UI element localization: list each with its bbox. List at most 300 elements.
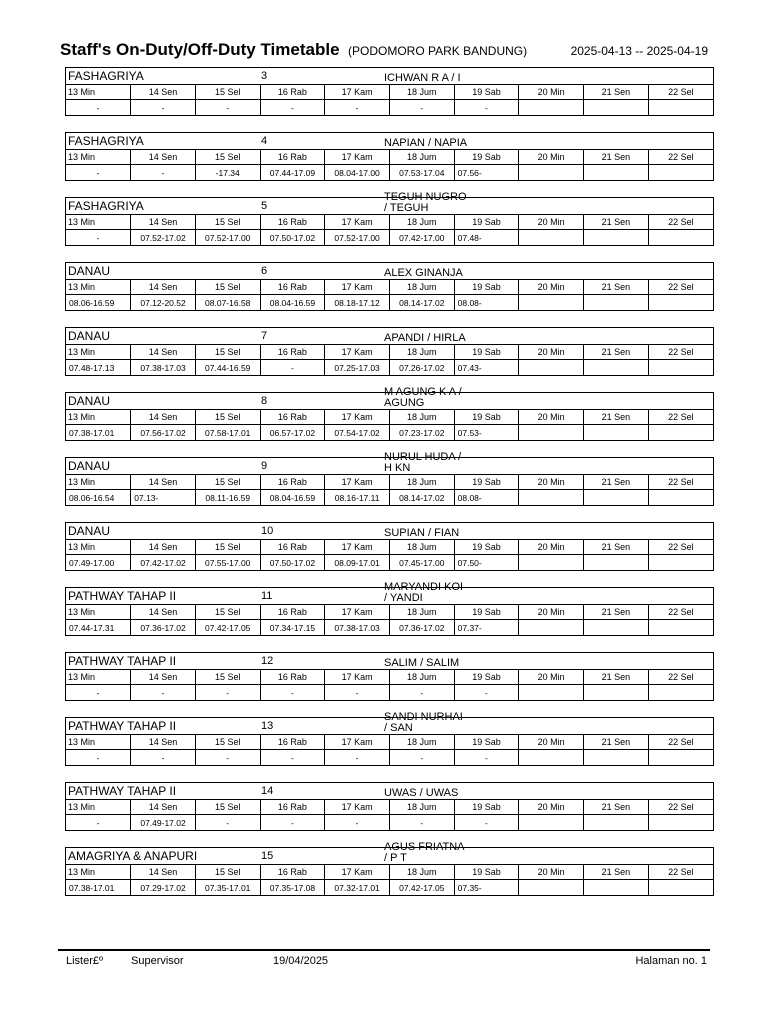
- time-cell: 07.42-17.05: [195, 620, 260, 636]
- staff-name-text: ALEX GINANJA: [384, 267, 463, 279]
- footer-date: 19/04/2025: [273, 955, 329, 967]
- staff-block: [65, 522, 714, 571]
- day-header-cell: 20 Min: [519, 735, 584, 750]
- schedule-table: [66, 540, 713, 570]
- time-cell: -: [195, 685, 260, 701]
- day-header-cell: 20 Min: [519, 475, 584, 490]
- page-title: Staff's On-Duty/Off-Duty Timetable: [60, 40, 340, 59]
- time-cell: -: [260, 815, 325, 831]
- staff-number: 15: [261, 850, 274, 862]
- time-cell: -: [389, 100, 454, 116]
- time-cell: 08.06-16.54: [66, 490, 131, 506]
- staff-block: [65, 581, 714, 636]
- time-cell: [519, 815, 584, 831]
- day-header-cell: 18 Jum: [389, 280, 454, 295]
- time-cell: [584, 100, 649, 116]
- time-cell: 08.04-17.00: [325, 165, 390, 181]
- day-header-cell: 20 Min: [519, 670, 584, 685]
- day-header-cell: 14 Sen: [131, 410, 196, 425]
- time-cell: -: [195, 815, 260, 831]
- day-header-cell: 15 Sel: [195, 865, 260, 880]
- staff-name: [384, 517, 468, 539]
- time-cell: [519, 685, 584, 701]
- time-cell: [519, 555, 584, 571]
- staff-name: [384, 192, 468, 214]
- day-header-cell: 15 Sel: [195, 215, 260, 230]
- day-header-cell: 22 Sel: [648, 670, 713, 685]
- day-header-cell: 20 Min: [519, 540, 584, 555]
- time-cell: -: [66, 750, 131, 766]
- time-cell: [519, 490, 584, 506]
- time-row: [66, 815, 713, 831]
- time-cell: 07.50-17.02: [260, 230, 325, 246]
- staff-name-text: AGUS FRIATNA / P T: [384, 841, 464, 864]
- day-header-cell: 17 Kam: [325, 605, 390, 620]
- day-header-cell: 14 Sen: [131, 150, 196, 165]
- staff-name-text: APANDI / HIRLA: [384, 332, 466, 344]
- staff-block-header: [66, 523, 713, 540]
- time-cell: 07.56-17.02: [131, 425, 196, 441]
- time-cell: [648, 555, 713, 571]
- day-header-cell: 15 Sel: [195, 410, 260, 425]
- day-header-cell: 21 Sen: [584, 800, 649, 815]
- schedule-table: [66, 410, 713, 440]
- time-cell: 07.35-: [454, 880, 519, 896]
- staff-block-header: [66, 581, 713, 605]
- day-header-cell: 21 Sen: [584, 345, 649, 360]
- time-cell: -: [131, 165, 196, 181]
- day-header-cell: 18 Jum: [389, 215, 454, 230]
- staff-name: [384, 712, 468, 734]
- day-header-cell: 19 Sab: [454, 345, 519, 360]
- time-cell: 06.57-17.02: [260, 425, 325, 441]
- staff-block: [65, 67, 714, 116]
- staff-number: 10: [261, 525, 274, 537]
- time-cell: [519, 360, 584, 376]
- time-cell: -: [131, 750, 196, 766]
- area-name: FASHAGRIYA: [68, 69, 144, 83]
- time-cell: -: [325, 750, 390, 766]
- time-cell: 07.42-17.00: [389, 230, 454, 246]
- time-cell: 07.38-17.01: [66, 880, 131, 896]
- time-cell: [519, 750, 584, 766]
- time-cell: -: [325, 815, 390, 831]
- day-header-cell: 14 Sen: [131, 735, 196, 750]
- day-header-cell: 14 Sen: [131, 85, 196, 100]
- time-cell: [648, 815, 713, 831]
- time-cell: 08.14-17.02: [389, 490, 454, 506]
- day-header-cell: 21 Sen: [584, 865, 649, 880]
- time-cell: -: [325, 685, 390, 701]
- day-header-cell: 16 Rab: [260, 605, 325, 620]
- staff-block-header: [66, 451, 713, 475]
- day-header-cell: 16 Rab: [260, 410, 325, 425]
- day-header-cell: 19 Sab: [454, 540, 519, 555]
- day-header-cell: 15 Sel: [195, 280, 260, 295]
- day-header-cell: 21 Sen: [584, 280, 649, 295]
- day-header-cell: 21 Sen: [584, 540, 649, 555]
- location-label: (PODOMORO PARK BANDUNG): [348, 44, 528, 58]
- day-header-row: [66, 85, 713, 100]
- time-cell: [584, 880, 649, 896]
- time-cell: 07.55-17.00: [195, 555, 260, 571]
- day-header-cell: 18 Jum: [389, 540, 454, 555]
- staff-name: [384, 582, 468, 604]
- day-header-cell: 13 Min: [66, 865, 131, 880]
- time-cell: 08.11-16.59: [195, 490, 260, 506]
- time-cell: 07.50-17.02: [260, 555, 325, 571]
- day-header-cell: 16 Rab: [260, 150, 325, 165]
- footer-lister: Lister£º: [66, 955, 104, 967]
- day-header-row: [66, 670, 713, 685]
- staff-block: [65, 652, 714, 701]
- day-header-cell: 22 Sel: [648, 150, 713, 165]
- time-cell: 07.43-: [454, 360, 519, 376]
- time-cell: 07.25-17.03: [325, 360, 390, 376]
- day-header-cell: 18 Jum: [389, 345, 454, 360]
- staff-number: 7: [261, 330, 268, 342]
- time-cell: [584, 750, 649, 766]
- staff-name: [384, 322, 468, 344]
- time-cell: -: [454, 685, 519, 701]
- day-header-cell: 14 Sen: [131, 670, 196, 685]
- time-cell: [584, 425, 649, 441]
- staff-number: 5: [261, 200, 268, 212]
- staff-block: [65, 386, 714, 441]
- day-header-cell: 20 Min: [519, 605, 584, 620]
- time-cell: [648, 425, 713, 441]
- time-cell: 07.38-17.03: [325, 620, 390, 636]
- time-cell: [584, 295, 649, 311]
- day-header-cell: 17 Kam: [325, 865, 390, 880]
- time-cell: 07.35-17.08: [260, 880, 325, 896]
- day-header-cell: 19 Sab: [454, 735, 519, 750]
- staff-number: 6: [261, 265, 268, 277]
- time-cell: [648, 880, 713, 896]
- day-header-cell: 15 Sel: [195, 475, 260, 490]
- time-cell: 07.52-17.02: [131, 230, 196, 246]
- footer-role: Supervisor: [131, 955, 184, 967]
- time-cell: 08.04-16.59: [260, 490, 325, 506]
- schedule-table: [66, 345, 713, 375]
- day-header-cell: 13 Min: [66, 345, 131, 360]
- day-header-cell: 16 Rab: [260, 280, 325, 295]
- schedule-table: [66, 865, 713, 895]
- day-header-row: [66, 800, 713, 815]
- day-header-cell: 18 Jum: [389, 670, 454, 685]
- staff-name-text: NURUL HUDA / H KN: [384, 451, 462, 474]
- time-cell: -: [389, 685, 454, 701]
- time-cell: 07.48-17.13: [66, 360, 131, 376]
- day-header-cell: 20 Min: [519, 280, 584, 295]
- time-cell: [584, 620, 649, 636]
- time-cell: 07.23-17.02: [389, 425, 454, 441]
- time-cell: 07.38-17.03: [131, 360, 196, 376]
- day-header-cell: 20 Min: [519, 800, 584, 815]
- day-header-cell: 13 Min: [66, 150, 131, 165]
- time-cell: [584, 555, 649, 571]
- staff-block-header: [66, 328, 713, 345]
- staff-name: [384, 452, 468, 474]
- time-cell: [519, 100, 584, 116]
- time-cell: -: [454, 100, 519, 116]
- time-row: [66, 555, 713, 571]
- day-header-cell: 13 Min: [66, 605, 131, 620]
- time-cell: -: [66, 165, 131, 181]
- day-header-cell: 18 Jum: [389, 85, 454, 100]
- staff-name: [384, 62, 468, 84]
- day-header-cell: 22 Sel: [648, 800, 713, 815]
- time-cell: 08.07-16.58: [195, 295, 260, 311]
- staff-block-header: [66, 841, 713, 865]
- time-cell: -: [131, 685, 196, 701]
- time-cell: -: [389, 815, 454, 831]
- staff-block: [65, 262, 714, 311]
- day-header-cell: 17 Kam: [325, 800, 390, 815]
- time-cell: -17.34: [195, 165, 260, 181]
- day-header-cell: 16 Rab: [260, 670, 325, 685]
- day-header-cell: 16 Rab: [260, 540, 325, 555]
- staff-block: [65, 191, 714, 246]
- time-cell: 07.32-17.01: [325, 880, 390, 896]
- staff-name-text: TEGUH NUGRO / TEGUH: [384, 191, 467, 214]
- time-row: [66, 230, 713, 246]
- day-header-cell: 19 Sab: [454, 605, 519, 620]
- staff-block-header: [66, 653, 713, 670]
- date-range: 2025-04-13 -- 2025-04-19: [570, 44, 708, 58]
- day-header-cell: 20 Min: [519, 85, 584, 100]
- time-row: [66, 685, 713, 701]
- time-cell: 08.18-17.12: [325, 295, 390, 311]
- time-cell: 08.16-17.11: [325, 490, 390, 506]
- day-header-cell: 15 Sel: [195, 85, 260, 100]
- day-header-row: [66, 150, 713, 165]
- day-header-cell: 17 Kam: [325, 215, 390, 230]
- staff-block-header: [66, 711, 713, 735]
- time-cell: -: [66, 685, 131, 701]
- time-cell: -: [131, 100, 196, 116]
- day-header-cell: 22 Sel: [648, 735, 713, 750]
- day-header-cell: 18 Jum: [389, 410, 454, 425]
- area-name: DANAU: [68, 394, 111, 408]
- time-row: [66, 750, 713, 766]
- day-header-cell: 16 Rab: [260, 475, 325, 490]
- day-header-cell: 15 Sel: [195, 605, 260, 620]
- day-header-cell: 22 Sel: [648, 410, 713, 425]
- time-cell: -: [66, 230, 131, 246]
- schedule-table: [66, 800, 713, 830]
- time-cell: -: [454, 815, 519, 831]
- day-header-cell: 19 Sab: [454, 800, 519, 815]
- time-cell: 07.52-17.00: [325, 230, 390, 246]
- time-cell: 07.12-20.52: [131, 295, 196, 311]
- day-header-cell: 17 Kam: [325, 85, 390, 100]
- area-name: PATHWAY TAHAP II: [68, 654, 177, 668]
- staff-name-text: NAPIAN / NAPIA: [384, 137, 468, 149]
- time-cell: 07.35-17.01: [195, 880, 260, 896]
- day-header-cell: 15 Sel: [195, 670, 260, 685]
- time-cell: [519, 425, 584, 441]
- day-header-cell: 16 Rab: [260, 85, 325, 100]
- day-header-cell: 17 Kam: [325, 280, 390, 295]
- staff-number: 14: [261, 785, 274, 797]
- time-cell: 07.38-17.01: [66, 425, 131, 441]
- time-cell: [648, 230, 713, 246]
- time-cell: 08.14-17.02: [389, 295, 454, 311]
- staff-name: [384, 257, 468, 279]
- day-header-cell: 19 Sab: [454, 410, 519, 425]
- time-cell: 07.58-17.01: [195, 425, 260, 441]
- time-row: [66, 360, 713, 376]
- day-header-cell: 18 Jum: [389, 475, 454, 490]
- area-name: DANAU: [68, 264, 111, 278]
- day-header-cell: 17 Kam: [325, 540, 390, 555]
- day-header-cell: 15 Sel: [195, 150, 260, 165]
- staff-block: [65, 782, 714, 831]
- time-cell: 07.53-17.04: [389, 165, 454, 181]
- time-cell: 08.08-: [454, 490, 519, 506]
- day-header-cell: 21 Sen: [584, 410, 649, 425]
- staff-block: [65, 841, 714, 896]
- day-header-cell: 19 Sab: [454, 215, 519, 230]
- time-row: [66, 295, 713, 311]
- time-cell: 07.44-17.09: [260, 165, 325, 181]
- schedule-table: [66, 605, 713, 635]
- staff-name-text: SALIM / SALIM: [384, 657, 460, 669]
- day-header-cell: 22 Sel: [648, 865, 713, 880]
- time-cell: [519, 165, 584, 181]
- area-name: PATHWAY TAHAP II: [68, 589, 177, 603]
- time-cell: [648, 100, 713, 116]
- footer-divider: [58, 949, 710, 951]
- time-cell: -: [195, 100, 260, 116]
- time-cell: [584, 815, 649, 831]
- day-header-cell: 20 Min: [519, 865, 584, 880]
- day-header-cell: 13 Min: [66, 670, 131, 685]
- time-cell: 07.26-17.02: [389, 360, 454, 376]
- day-header-cell: 21 Sen: [584, 735, 649, 750]
- staff-name: [384, 842, 468, 864]
- schedule-table: [66, 85, 713, 115]
- day-header-cell: 22 Sel: [648, 85, 713, 100]
- time-cell: [648, 620, 713, 636]
- area-name: PATHWAY TAHAP II: [68, 784, 177, 798]
- staff-number: 4: [261, 135, 268, 147]
- day-header-cell: 17 Kam: [325, 735, 390, 750]
- day-header-cell: 16 Rab: [260, 800, 325, 815]
- day-header-cell: 21 Sen: [584, 150, 649, 165]
- time-cell: [584, 165, 649, 181]
- time-cell: 07.42-17.05: [389, 880, 454, 896]
- time-row: [66, 880, 713, 896]
- day-header-cell: 14 Sen: [131, 605, 196, 620]
- time-cell: 07.53-: [454, 425, 519, 441]
- day-header-cell: 17 Kam: [325, 345, 390, 360]
- area-name: FASHAGRIYA: [68, 134, 144, 148]
- day-header-cell: 15 Sel: [195, 540, 260, 555]
- time-cell: 07.13-: [131, 490, 196, 506]
- day-header-cell: 22 Sel: [648, 475, 713, 490]
- day-header-cell: 13 Min: [66, 410, 131, 425]
- staff-name-text: ICHWAN R A / I: [384, 72, 461, 84]
- day-header-cell: 19 Sab: [454, 865, 519, 880]
- time-cell: 07.49-17.00: [66, 555, 131, 571]
- day-header-cell: 14 Sen: [131, 280, 196, 295]
- schedule-table: [66, 475, 713, 505]
- staff-name-text: MARYANDI KOI / YANDI: [384, 581, 464, 604]
- day-header-cell: 21 Sen: [584, 475, 649, 490]
- time-cell: 07.48-: [454, 230, 519, 246]
- time-cell: [519, 230, 584, 246]
- day-header-cell: 13 Min: [66, 800, 131, 815]
- time-cell: [648, 360, 713, 376]
- area-name: DANAU: [68, 459, 111, 473]
- day-header-cell: 19 Sab: [454, 280, 519, 295]
- day-header-cell: 20 Min: [519, 150, 584, 165]
- time-cell: [584, 360, 649, 376]
- day-header-cell: 21 Sen: [584, 605, 649, 620]
- schedule-table: [66, 735, 713, 765]
- page-footer: [0, 955, 768, 971]
- time-cell: [519, 880, 584, 896]
- day-header-cell: 13 Min: [66, 735, 131, 750]
- area-name: PATHWAY TAHAP II: [68, 719, 177, 733]
- day-header-cell: 13 Min: [66, 215, 131, 230]
- schedule-table: [66, 670, 713, 700]
- area-name: DANAU: [68, 329, 111, 343]
- time-cell: -: [260, 750, 325, 766]
- staff-name: [384, 777, 468, 799]
- day-header-cell: 14 Sen: [131, 540, 196, 555]
- time-row: [66, 620, 713, 636]
- staff-block-header: [66, 133, 713, 150]
- day-header-cell: 16 Rab: [260, 865, 325, 880]
- staff-block: [65, 327, 714, 376]
- footer-page-number: Halaman no. 1: [635, 955, 707, 967]
- time-cell: 08.09-17.01: [325, 555, 390, 571]
- staff-name: [384, 647, 468, 669]
- staff-block-header: [66, 68, 713, 85]
- schedule-table: [66, 150, 713, 180]
- day-header-cell: 17 Kam: [325, 475, 390, 490]
- staff-number: 13: [261, 720, 274, 732]
- time-cell: 07.52-17.00: [195, 230, 260, 246]
- staff-block-header: [66, 783, 713, 800]
- staff-block: [65, 711, 714, 766]
- time-cell: [648, 750, 713, 766]
- time-cell: [584, 685, 649, 701]
- time-row: [66, 100, 713, 116]
- staff-number: 11: [261, 590, 273, 602]
- day-header-row: [66, 605, 713, 620]
- time-cell: [584, 230, 649, 246]
- time-cell: 08.04-16.59: [260, 295, 325, 311]
- time-cell: 07.36-17.02: [389, 620, 454, 636]
- area-name: FASHAGRIYA: [68, 199, 144, 213]
- time-cell: [519, 295, 584, 311]
- time-cell: [519, 620, 584, 636]
- time-cell: 07.56-: [454, 165, 519, 181]
- staff-name-text: M AGUNG K A / AGUNG: [384, 386, 462, 409]
- day-header-row: [66, 280, 713, 295]
- day-header-cell: 14 Sen: [131, 475, 196, 490]
- time-row: [66, 165, 713, 181]
- day-header-cell: 17 Kam: [325, 670, 390, 685]
- day-header-cell: 13 Min: [66, 540, 131, 555]
- staff-name-text: SANDI NURHAI / SAN: [384, 711, 463, 734]
- day-header-cell: 17 Kam: [325, 150, 390, 165]
- day-header-cell: 18 Jum: [389, 150, 454, 165]
